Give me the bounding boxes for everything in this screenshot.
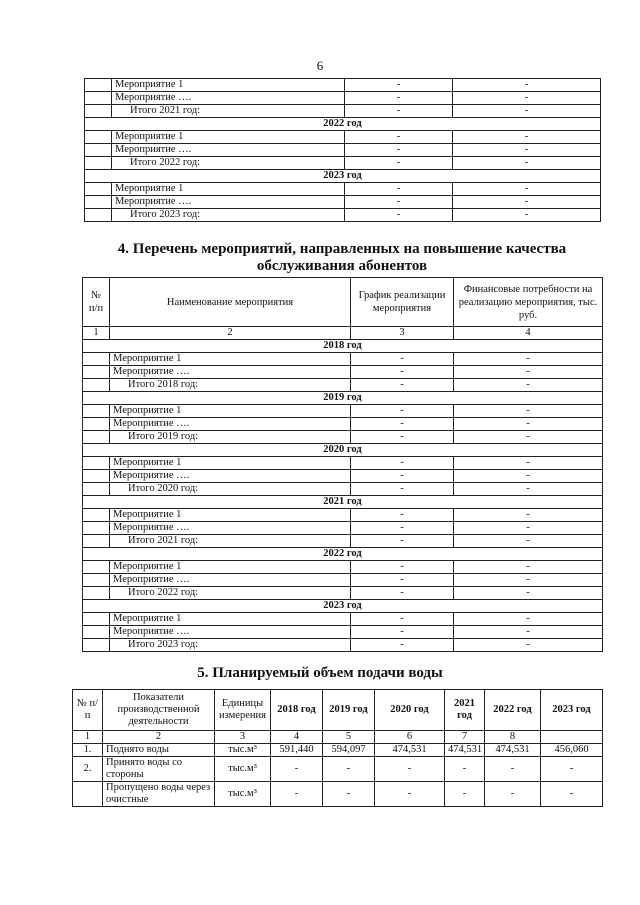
cost-cell: - bbox=[454, 431, 603, 444]
cost-cell: - bbox=[454, 366, 603, 379]
measure-name: Мероприятие 1 bbox=[112, 183, 345, 196]
row-number bbox=[73, 782, 103, 807]
table-row bbox=[85, 144, 601, 157]
schedule-cell: - bbox=[351, 379, 454, 392]
row-number bbox=[83, 561, 110, 574]
value-cell: - bbox=[375, 782, 445, 807]
top-table-body bbox=[85, 79, 601, 222]
measure-name: Мероприятие …. bbox=[110, 522, 351, 535]
header-year: 2023 год bbox=[541, 690, 603, 731]
schedule-cell: - bbox=[351, 470, 454, 483]
schedule-cell: - bbox=[345, 144, 453, 157]
cost-cell: - bbox=[454, 418, 603, 431]
cost-cell: - bbox=[454, 574, 603, 587]
cost-cell: - bbox=[453, 183, 601, 196]
measure-name: Мероприятие …. bbox=[110, 366, 351, 379]
column-numbers-row bbox=[83, 327, 603, 340]
cost-cell: - bbox=[454, 561, 603, 574]
table-row bbox=[83, 457, 603, 470]
value-cell: 594,097 bbox=[323, 744, 375, 757]
header-units: Единицы измерения bbox=[215, 690, 271, 731]
table-row bbox=[83, 405, 603, 418]
section-5-title: 5. Планируемый объем подачи воды bbox=[197, 665, 443, 681]
cost-cell: - bbox=[454, 509, 603, 522]
measures-quality-table-body bbox=[83, 278, 603, 652]
row-number bbox=[83, 470, 110, 483]
value-cell: - bbox=[271, 782, 323, 807]
row-number bbox=[83, 353, 110, 366]
measure-name: Мероприятие 1 bbox=[112, 131, 345, 144]
row-number: 1. bbox=[73, 744, 103, 757]
table-row bbox=[83, 366, 603, 379]
header-measure-name: Наименование мероприятия bbox=[110, 278, 351, 327]
cost-cell: - bbox=[454, 353, 603, 366]
row-number bbox=[83, 574, 110, 587]
measure-name: Итого 2023 год: bbox=[112, 209, 345, 222]
value-cell: - bbox=[541, 782, 603, 807]
schedule-cell: - bbox=[351, 483, 454, 496]
water-supply-table bbox=[72, 689, 603, 807]
table-header-row bbox=[73, 690, 603, 731]
cost-cell: - bbox=[454, 522, 603, 535]
row-number bbox=[83, 613, 110, 626]
table-row bbox=[85, 131, 601, 144]
measure-name: Итого 2022 год: bbox=[110, 587, 351, 600]
row-number bbox=[83, 379, 110, 392]
row-number bbox=[83, 366, 110, 379]
schedule-cell: - bbox=[345, 79, 453, 92]
col-number: 3 bbox=[215, 731, 271, 744]
row-number bbox=[85, 79, 112, 92]
row-number bbox=[85, 131, 112, 144]
column-numbers-row bbox=[73, 731, 603, 744]
indicator-name: Принято воды со стороны bbox=[103, 757, 215, 782]
value-cell: - bbox=[541, 757, 603, 782]
schedule-cell: - bbox=[351, 626, 454, 639]
row-number bbox=[83, 535, 110, 548]
section-4-title-line2: обслуживания абонентов bbox=[256, 258, 428, 274]
schedule-cell: - bbox=[351, 457, 454, 470]
year-row bbox=[83, 340, 603, 353]
row-number bbox=[85, 183, 112, 196]
cost-cell: - bbox=[454, 613, 603, 626]
row-number bbox=[83, 522, 110, 535]
cost-cell: - bbox=[454, 626, 603, 639]
col-number: 5 bbox=[323, 731, 375, 744]
year-label: 2023 год bbox=[85, 170, 601, 183]
measure-name: Мероприятие …. bbox=[110, 418, 351, 431]
schedule-cell: - bbox=[345, 131, 453, 144]
measure-name: Мероприятие …. bbox=[110, 626, 351, 639]
row-number bbox=[85, 157, 112, 170]
measure-name: Мероприятие 1 bbox=[112, 79, 345, 92]
table-header-row bbox=[83, 278, 603, 327]
header-year: 2022 год bbox=[485, 690, 541, 731]
total-row bbox=[85, 157, 601, 170]
col-number: 7 bbox=[445, 731, 485, 744]
table-row bbox=[83, 418, 603, 431]
measure-name: Мероприятие …. bbox=[110, 574, 351, 587]
year-label: 2018 год bbox=[83, 340, 603, 353]
table-row bbox=[83, 574, 603, 587]
schedule-cell: - bbox=[345, 92, 453, 105]
total-row bbox=[83, 483, 603, 496]
section-4-title-line1: 4. Перечень мероприятий, направленных на повышение качества bbox=[117, 241, 567, 257]
header-year: 2021 год bbox=[445, 690, 485, 731]
unit-cell: тыс.м³ bbox=[215, 757, 271, 782]
value-cell: 474,531 bbox=[445, 744, 485, 757]
cost-cell: - bbox=[453, 196, 601, 209]
indicator-name: Поднято воды bbox=[103, 744, 215, 757]
header-year: 2018 год bbox=[271, 690, 323, 731]
cost-cell: - bbox=[453, 92, 601, 105]
total-row bbox=[85, 209, 601, 222]
schedule-cell: - bbox=[351, 418, 454, 431]
row-number bbox=[83, 509, 110, 522]
cost-cell: - bbox=[454, 587, 603, 600]
row-number bbox=[83, 483, 110, 496]
year-row bbox=[85, 118, 601, 131]
water-supply-table-body bbox=[73, 690, 603, 807]
year-row bbox=[83, 444, 603, 457]
row-number bbox=[83, 639, 110, 652]
cost-cell: - bbox=[453, 209, 601, 222]
col-number: 1 bbox=[73, 731, 103, 744]
col-number: 1 bbox=[83, 327, 110, 340]
schedule-cell: - bbox=[351, 613, 454, 626]
value-cell: - bbox=[485, 757, 541, 782]
table-row bbox=[83, 522, 603, 535]
year-row bbox=[85, 170, 601, 183]
row-number bbox=[85, 209, 112, 222]
col-number bbox=[541, 731, 603, 744]
unit-cell: тыс.м³ bbox=[215, 782, 271, 807]
col-number: 8 bbox=[485, 731, 541, 744]
cost-cell: - bbox=[454, 405, 603, 418]
cost-cell: - bbox=[454, 379, 603, 392]
row-number bbox=[83, 431, 110, 444]
table-row bbox=[73, 757, 603, 782]
measure-name: Мероприятие …. bbox=[112, 92, 345, 105]
cost-cell: - bbox=[453, 131, 601, 144]
header-year: 2020 год bbox=[375, 690, 445, 731]
schedule-cell: - bbox=[345, 183, 453, 196]
measure-name: Итого 2019 год: bbox=[110, 431, 351, 444]
measures-quality-table bbox=[82, 277, 603, 652]
cost-cell: - bbox=[454, 639, 603, 652]
year-label: 2022 год bbox=[85, 118, 601, 131]
table-row bbox=[83, 470, 603, 483]
cost-cell: - bbox=[453, 79, 601, 92]
table-row bbox=[85, 196, 601, 209]
year-label: 2021 год bbox=[83, 496, 603, 509]
year-label: 2022 год bbox=[83, 548, 603, 561]
schedule-cell: - bbox=[351, 574, 454, 587]
table-row bbox=[85, 79, 601, 92]
year-label: 2020 год bbox=[83, 444, 603, 457]
schedule-cell: - bbox=[351, 535, 454, 548]
header-year: 2019 год bbox=[323, 690, 375, 731]
table-row bbox=[83, 626, 603, 639]
section-4-title bbox=[84, 241, 600, 275]
measure-name: Итого 2023 год: bbox=[110, 639, 351, 652]
measure-name: Итого 2021 год: bbox=[112, 105, 345, 118]
total-row bbox=[83, 379, 603, 392]
schedule-cell: - bbox=[351, 431, 454, 444]
schedule-cell: - bbox=[351, 405, 454, 418]
unit-cell: тыс.м³ bbox=[215, 744, 271, 757]
cost-cell: - bbox=[453, 105, 601, 118]
value-cell: - bbox=[323, 782, 375, 807]
measure-name: Мероприятие 1 bbox=[110, 613, 351, 626]
value-cell: - bbox=[445, 782, 485, 807]
table-row bbox=[83, 561, 603, 574]
row-number: 2. bbox=[73, 757, 103, 782]
value-cell: 474,531 bbox=[485, 744, 541, 757]
measure-name: Мероприятие …. bbox=[112, 144, 345, 157]
year-label: 2019 год bbox=[83, 392, 603, 405]
table-row bbox=[73, 744, 603, 757]
row-number bbox=[85, 144, 112, 157]
col-number: 6 bbox=[375, 731, 445, 744]
measure-name: Итого 2021 год: bbox=[110, 535, 351, 548]
measure-name: Мероприятие …. bbox=[112, 196, 345, 209]
total-row bbox=[83, 639, 603, 652]
row-number bbox=[83, 626, 110, 639]
cost-cell: - bbox=[454, 470, 603, 483]
schedule-cell: - bbox=[345, 157, 453, 170]
total-row bbox=[83, 431, 603, 444]
page-number: 6 bbox=[316, 58, 324, 73]
row-number bbox=[83, 587, 110, 600]
measure-name: Итого 2022 год: bbox=[112, 157, 345, 170]
schedule-cell: - bbox=[351, 353, 454, 366]
header-financial-needs: Финансовые потребности на реализацию мероприятия, тыс. руб. bbox=[454, 278, 603, 327]
value-cell: 474,531 bbox=[375, 744, 445, 757]
total-row bbox=[83, 535, 603, 548]
schedule-cell: - bbox=[351, 366, 454, 379]
measure-name: Мероприятие 1 bbox=[110, 457, 351, 470]
measure-name: Мероприятие 1 bbox=[110, 353, 351, 366]
header-number: № п/п bbox=[83, 278, 110, 327]
schedule-cell: - bbox=[351, 509, 454, 522]
value-cell: - bbox=[445, 757, 485, 782]
row-number bbox=[85, 92, 112, 105]
row-number bbox=[83, 405, 110, 418]
col-number: 3 bbox=[351, 327, 454, 340]
total-row bbox=[85, 105, 601, 118]
row-number bbox=[83, 457, 110, 470]
measure-name: Итого 2020 год: bbox=[110, 483, 351, 496]
schedule-cell: - bbox=[351, 561, 454, 574]
schedule-cell: - bbox=[345, 105, 453, 118]
cost-cell: - bbox=[453, 144, 601, 157]
table-row bbox=[73, 782, 603, 807]
col-number: 2 bbox=[103, 731, 215, 744]
value-cell: - bbox=[375, 757, 445, 782]
measure-name: Мероприятие 1 bbox=[110, 561, 351, 574]
table-row bbox=[85, 92, 601, 105]
row-number bbox=[85, 196, 112, 209]
value-cell: 591,440 bbox=[271, 744, 323, 757]
total-row bbox=[83, 587, 603, 600]
year-row bbox=[83, 496, 603, 509]
measure-name: Мероприятие 1 bbox=[110, 509, 351, 522]
measure-name: Мероприятие 1 bbox=[110, 405, 351, 418]
value-cell: - bbox=[485, 782, 541, 807]
col-number: 2 bbox=[110, 327, 351, 340]
schedule-cell: - bbox=[351, 522, 454, 535]
schedule-cell: - bbox=[345, 196, 453, 209]
indicator-name: Пропущено воды через очистные bbox=[103, 782, 215, 807]
table-row bbox=[83, 509, 603, 522]
col-number: 4 bbox=[454, 327, 603, 340]
table-row bbox=[85, 183, 601, 196]
cost-cell: - bbox=[454, 535, 603, 548]
top-continuation-table bbox=[84, 78, 601, 222]
year-row bbox=[83, 548, 603, 561]
cost-cell: - bbox=[453, 157, 601, 170]
year-label: 2023 год bbox=[83, 600, 603, 613]
measure-name: Итого 2018 год: bbox=[110, 379, 351, 392]
measure-name: Мероприятие …. bbox=[110, 470, 351, 483]
row-number bbox=[83, 418, 110, 431]
header-indicators: Показатели производственной деятельности bbox=[103, 690, 215, 731]
schedule-cell: - bbox=[351, 639, 454, 652]
schedule-cell: - bbox=[345, 209, 453, 222]
table-row bbox=[83, 613, 603, 626]
schedule-cell: - bbox=[351, 587, 454, 600]
year-row bbox=[83, 600, 603, 613]
row-number bbox=[85, 105, 112, 118]
header-schedule: График реализации мероприятия bbox=[351, 278, 454, 327]
value-cell: - bbox=[323, 757, 375, 782]
value-cell: 456,060 bbox=[541, 744, 603, 757]
cost-cell: - bbox=[454, 457, 603, 470]
year-row bbox=[83, 392, 603, 405]
header-number: № п/п bbox=[73, 690, 103, 731]
cost-cell: - bbox=[454, 483, 603, 496]
value-cell: - bbox=[271, 757, 323, 782]
col-number: 4 bbox=[271, 731, 323, 744]
table-row bbox=[83, 353, 603, 366]
